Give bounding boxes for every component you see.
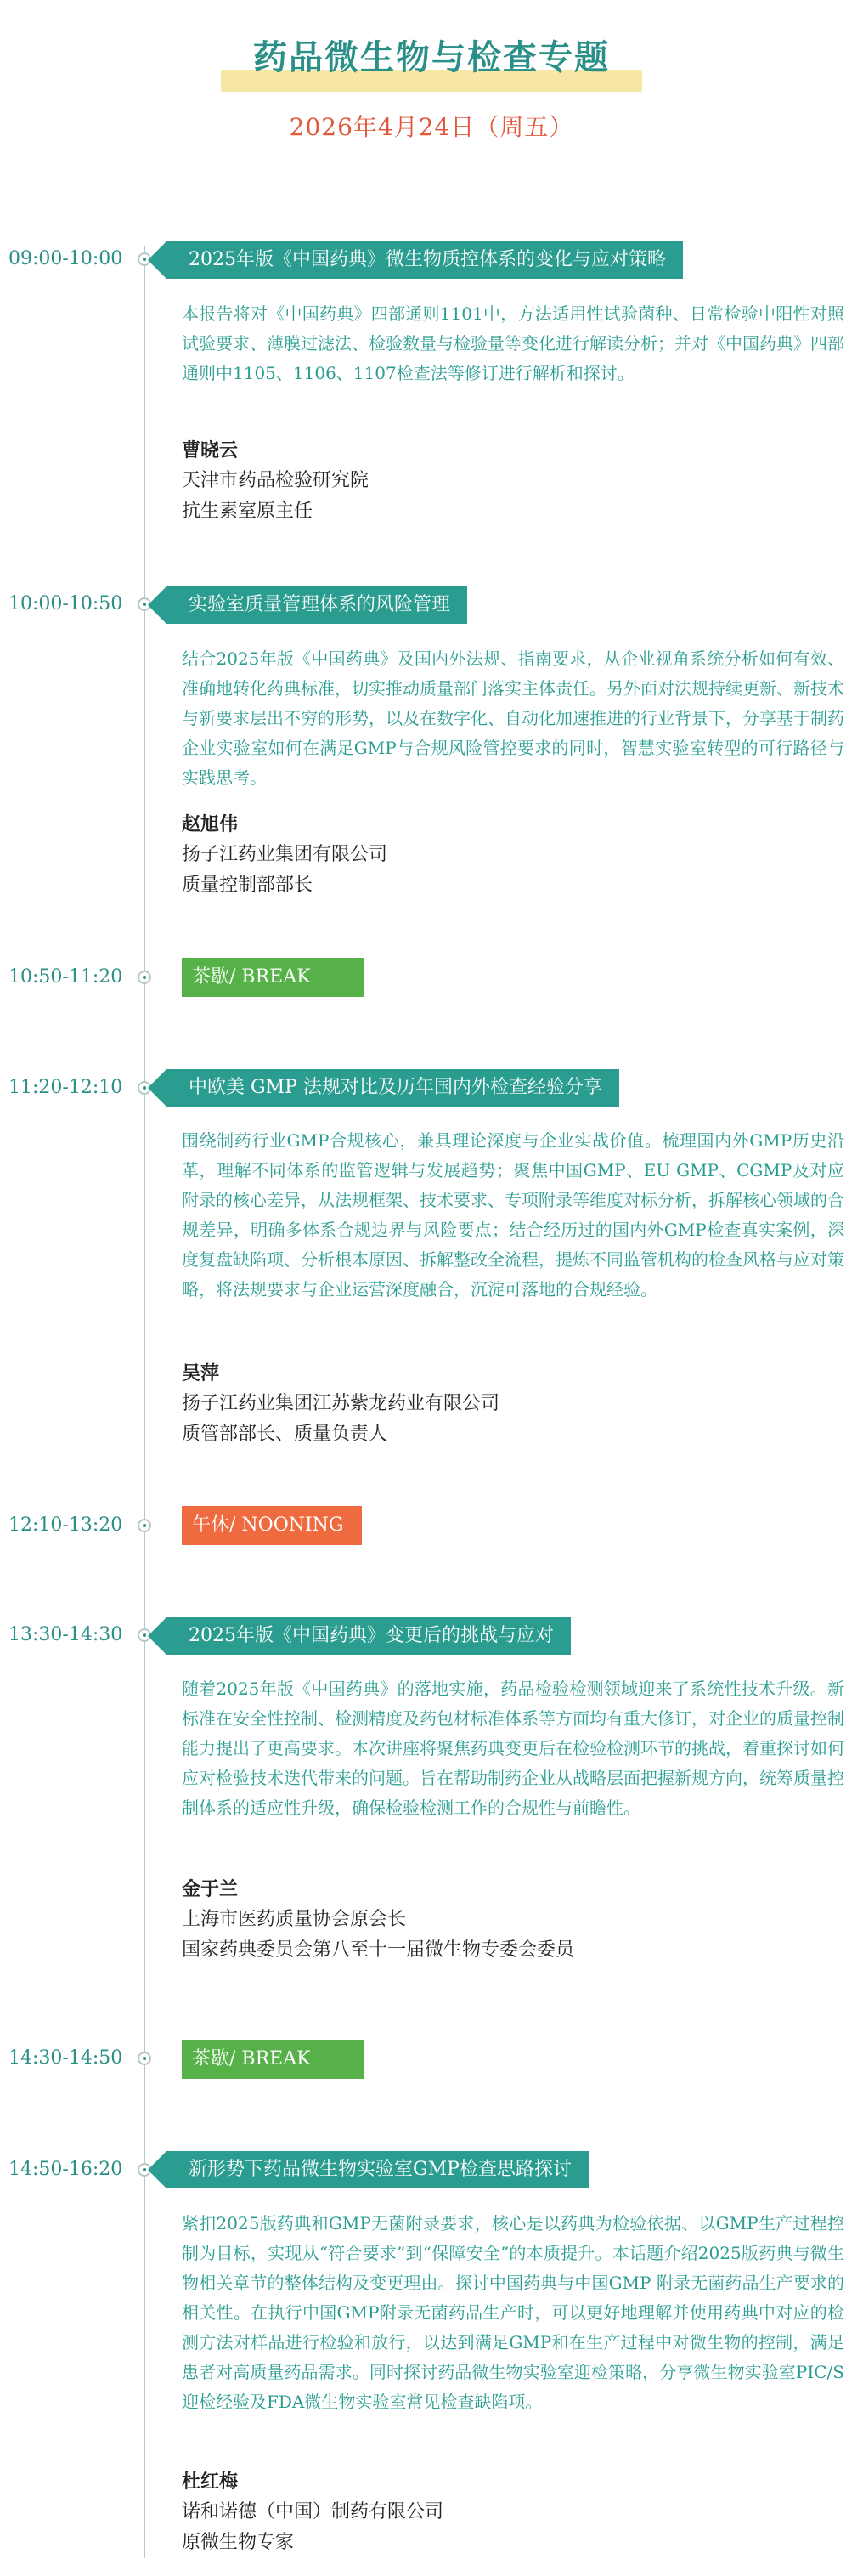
break-tag: 茶歇/ BREAK	[182, 958, 364, 997]
timeline-line	[144, 246, 145, 2558]
page-title: 药品微生物与检查专题	[253, 37, 610, 77]
session-title-banner: 中欧美 GMP 法规对比及历年国内外检查经验分享	[166, 1069, 619, 1107]
timeline-dot	[138, 971, 151, 984]
speaker-organization: 天津市药品检验研究院	[182, 470, 369, 491]
session-time: 13:30-14:30	[8, 1624, 123, 1645]
speaker-name: 曹晓云	[182, 439, 239, 461]
break-time: 10:50-11:20	[8, 966, 123, 988]
break-time: 14:30-14:50	[8, 2047, 123, 2069]
speaker-name: 杜红梅	[182, 2471, 239, 2493]
session-description: 本报告将对《中国药典》四部通则1101中，方法适用性试验菌种、日常检验中阳性对照试验要求、薄膜过滤法、检验数量与检验量等变化进行解读分析；并对《中国药典》四部通则中1105、1106、1107检查法等修订进行解析和探讨。	[182, 303, 844, 383]
speaker-role: 抗生素室原主任	[182, 501, 313, 522]
header	[0, 32, 863, 83]
speaker-role: 原微生物专家	[182, 2532, 295, 2553]
speaker-block	[182, 2466, 844, 2558]
speaker-block	[182, 1874, 844, 1966]
session-time: 10:00-10:50	[8, 593, 123, 614]
break-time: 12:10-13:20	[8, 1514, 123, 1536]
timeline-dot	[138, 1519, 151, 1532]
session-title-banner: 新形势下药品微生物实验室GMP检查思路探讨	[166, 2151, 589, 2188]
speaker-organization: 诺和诺德（中国）制药有限公司	[182, 2501, 444, 2522]
speaker-name: 吴萍	[182, 1362, 220, 1384]
session-description: 结合2025年版《中国药典》及国内外法规、指南要求，从企业视角系统分析如何有效、准确地转化药典标准，切实推动质量部门落实主体责任。另外面对法规持续更新、新技术与新要求层出不穷的形势，以及在数字化、自动化加速推进的行业背景下，分享基于制药企业实验室如何在满足GMP与合规风险管控要求的同时，智慧实验室转型的可行路径与实践思考。	[182, 648, 844, 788]
break-tag: 午休/ NOONING	[182, 1506, 362, 1545]
speaker-block	[182, 435, 844, 527]
break-tag: 茶歇/ BREAK	[182, 2040, 364, 2079]
session-time: 09:00-10:00	[8, 248, 123, 269]
speaker-name: 金于兰	[182, 1878, 239, 1900]
session-title-banner: 实验室质量管理体系的风险管理	[166, 586, 467, 624]
session-time: 11:20-12:10	[8, 1077, 123, 1098]
speaker-name: 赵旭伟	[182, 813, 239, 835]
session-description: 紧扣2025版药典和GMP无菌附录要求，核心是以药典为检验依据、以GMP生产过程控制为目标，实现从“符合要求”到“保障安全”的本质提升。本话题介绍2025版药典与微生物相关章节的整体结构及变更理由。探讨中国药典与中国GMP 附录无菌药品生产要求的相关性。在执行中国GMP附录无菌药品生产时，可以更好地理解并使用药典中对应的检测方法对样品进行检验和放行，以达到满足GMP和在生产过程中对微生物的控制，满足患者对高质量药品需求。同时探讨药品微生物实验室迎检策略，分享微生物实验室PIC/S迎检经验及FDA微生物实验室常见检查缺陷项。	[182, 2213, 844, 2412]
speaker-organization: 扬子江药业集团有限公司	[182, 844, 388, 865]
speaker-organization: 扬子江药业集团江苏紫龙药业有限公司	[182, 1393, 500, 1414]
speaker-block	[182, 809, 844, 901]
session-title-banner: 2025年版《中国药典》变更后的挑战与应对	[166, 1617, 571, 1655]
speaker-organization: 上海市医药质量协会原会长	[182, 1909, 407, 1930]
session-time: 14:50-16:20	[8, 2159, 123, 2180]
session-title-banner: 2025年版《中国药典》微生物质控体系的变化与应对策略	[166, 241, 683, 279]
session-description: 围绕制药行业GMP合规核心，兼具理论深度与企业实战价值。梳理国内外GMP历史沿革，理解不同体系的监管逻辑与发展趋势；聚焦中国GMP、EU GMP、CGMP及对应附录的核心差异，从法规框架、技术要求、专项附录等维度对标分析，拆解核心领域的合规差异，明确多体系合规边界与风险要点；结合经历过的国内外GMP检查真实案例，深度复盘缺陷项、分析根本原因、拆解整改全流程，提炼不同监管机构的检查风格与应对策略，将法规要求与企业运营深度融合，沉淀可落地的合规经验。	[182, 1130, 844, 1299]
speaker-role: 国家药典委员会第八至十一届微生物专委会委员	[182, 1939, 575, 1961]
timeline-dot	[138, 2052, 151, 2065]
session-description: 随着2025年版《中国药典》的落地实施，药品检验检测领域迎来了系统性技术升级。新标准在安全性控制、检测精度及药包材标准体系等方面均有重大修订，对企业的质量控制能力提出了更高要求。本次讲座将聚焦药典变更后在检验检测环节的挑战，着重探讨如何应对检验技术迭代带来的问题。旨在帮助制药企业从战略层面把握新规方向，统筹质量控制体系的适应性升级，确保检验检测工作的合规性与前瞻性。	[182, 1679, 844, 1818]
event-date: 2026年4月24日（周五）	[289, 113, 574, 141]
speaker-block	[182, 1358, 844, 1450]
speaker-role: 质量控制部部长	[182, 875, 313, 896]
speaker-role: 质管部部长、质量负责人	[182, 1424, 388, 1445]
